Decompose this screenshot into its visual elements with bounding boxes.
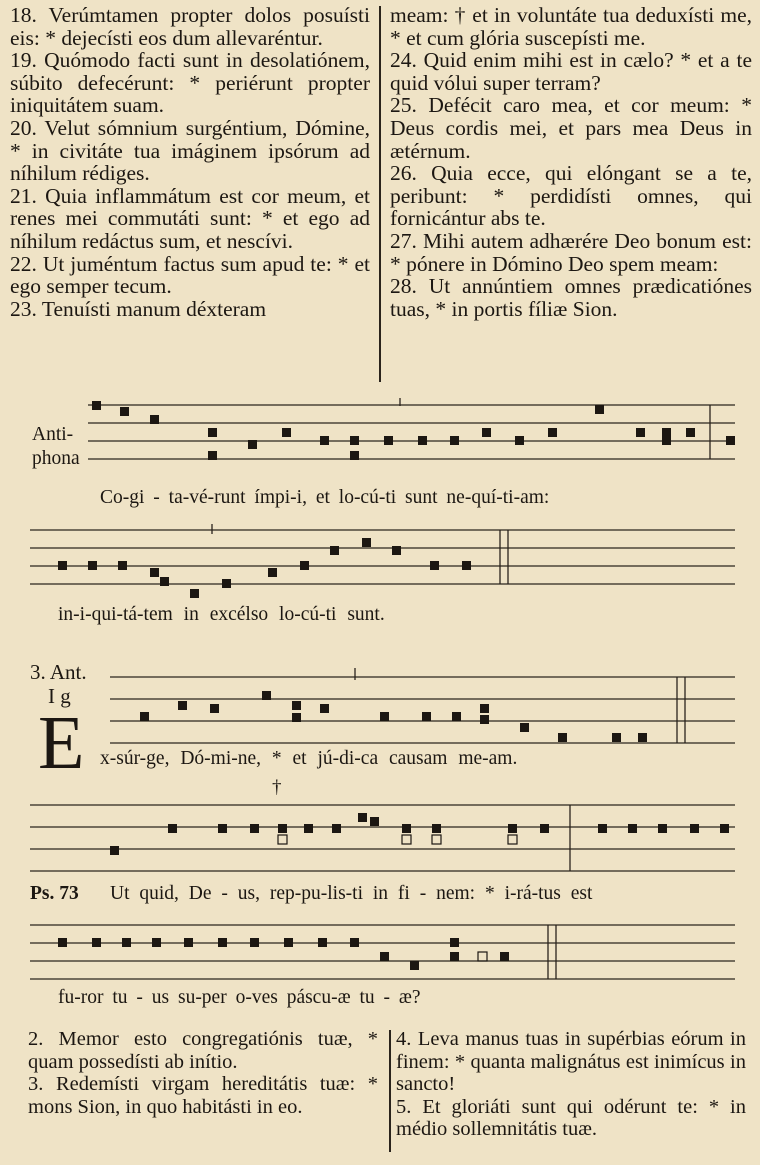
neume xyxy=(612,733,621,742)
initial-letter: E xyxy=(38,701,85,785)
neume xyxy=(140,712,149,721)
neume xyxy=(450,952,459,961)
neume xyxy=(452,712,461,721)
neume xyxy=(118,561,127,570)
third-antiphon-label: 3. Ant. xyxy=(30,660,87,684)
verse-19: 19. Quómodo facti sunt in desolatiónem, súbito defecérunt: * periérunt propter iniquitátem suam. xyxy=(10,48,370,118)
verse-5: 5. Et gloriáti sunt qui odérunt te: * in médio sollemnitátis tuæ. xyxy=(396,1095,746,1141)
neume xyxy=(358,813,367,822)
neume xyxy=(282,428,291,437)
neume xyxy=(370,817,379,826)
neume xyxy=(508,824,517,833)
psalm-termination-lyrics: fu-ror tu - us su-per o-ves páscu-æ tu - æ? xyxy=(58,987,421,1008)
neume xyxy=(304,824,313,833)
neume xyxy=(208,428,217,437)
neume xyxy=(628,824,637,833)
neume xyxy=(480,715,489,724)
psalm-bottom-right xyxy=(396,1028,746,1141)
neume xyxy=(284,938,293,947)
verse-22: 22. Ut juméntum factus sum apud te: * et ego semper tecum. xyxy=(10,251,370,299)
neume xyxy=(392,546,401,555)
neume xyxy=(250,938,259,947)
psalm-label: Ps. 73 xyxy=(30,883,79,904)
neume xyxy=(686,428,695,437)
verse-23-cont: meam: † et in voluntáte tua deduxísti me, * et cum glória suscepísti me. xyxy=(390,3,752,50)
neume xyxy=(110,846,119,855)
verse-28: 28. Ut annúntiem omnes prædicatiónes tuas, * in portis fíliæ Sion. xyxy=(390,274,752,321)
neume xyxy=(190,589,199,598)
neume xyxy=(184,938,193,947)
neume xyxy=(690,824,699,833)
neume xyxy=(418,436,427,445)
neume xyxy=(422,712,431,721)
antiphona-label-line2: phona xyxy=(32,448,80,469)
neume xyxy=(178,701,187,710)
neume xyxy=(482,428,491,437)
verse-20: 20. Velut sómnium surgéntium, Dómine, * in civitáte tua imáginem ipsórum ad níhilum rédiges. xyxy=(10,115,370,186)
neume xyxy=(430,561,439,570)
neume xyxy=(278,824,287,833)
neume xyxy=(362,538,371,547)
verse-27: 27. Mihi autem adhærére Deo bonum est: * pónere in Dómino Deo spem meam: xyxy=(390,228,752,276)
neume xyxy=(520,723,529,732)
neume xyxy=(300,561,309,570)
column-divider-bottom xyxy=(389,1030,391,1152)
neume xyxy=(720,824,729,833)
neume xyxy=(540,824,549,833)
neume xyxy=(268,568,277,577)
neume xyxy=(380,712,389,721)
verse-23: 23. Tenuísti manum déxteram xyxy=(10,296,267,321)
verse-3: 3. Redemísti virgam hereditátis tuæ: * mons Sion, in quo habitásti in eo. xyxy=(28,1073,378,1118)
neume xyxy=(208,451,217,460)
neume xyxy=(152,938,161,947)
neume xyxy=(120,407,129,416)
neume xyxy=(262,691,271,700)
neume xyxy=(548,428,557,437)
neume xyxy=(218,938,227,947)
verse-2: 2. Memor esto congregatiónis tuæ, * quam possedísti ab inítio. xyxy=(28,1028,378,1073)
neume xyxy=(122,938,131,947)
antiphona-label xyxy=(32,423,80,471)
verse-24: 24. Quid enim mihi est in cælo? * et a te quid vólui super terram? xyxy=(390,48,752,95)
neume xyxy=(402,824,411,833)
neume xyxy=(598,824,607,833)
neume xyxy=(432,824,441,833)
neume xyxy=(462,561,471,570)
dagger-mark: † xyxy=(272,777,282,798)
neume xyxy=(662,428,671,437)
neume xyxy=(318,938,327,947)
neume xyxy=(222,579,231,588)
neume xyxy=(662,436,671,445)
neume xyxy=(380,952,389,961)
neume xyxy=(432,835,441,844)
neume xyxy=(160,577,169,586)
neume xyxy=(332,824,341,833)
neume xyxy=(58,938,67,947)
antiphona-lyrics-1: Co-gi - ta-vé-runt ímpi-i, et lo-cú-ti sunt ne-quí-ti-am: xyxy=(100,487,550,508)
antiphona-lyrics-2: in-i-qui-tá-tem in excélso lo-cú-ti sunt. xyxy=(58,604,385,625)
neume xyxy=(478,952,487,961)
neume xyxy=(450,938,459,947)
neume xyxy=(480,704,489,713)
neume xyxy=(150,415,159,424)
neume xyxy=(58,561,67,570)
neume xyxy=(350,436,359,445)
verse-18: 18. Verúmtamen propter dolos posuísti eis: * dejecísti eos dum allevaréntur. xyxy=(10,3,370,50)
neume xyxy=(320,436,329,445)
neume xyxy=(595,405,604,414)
antiphona-label-line1: Anti- xyxy=(32,424,74,445)
psalm-bottom-left xyxy=(28,1028,378,1118)
neume xyxy=(92,938,101,947)
verse-26: 26. Quia ecce, qui elóngant se a te, peribunt: * perdidísti omnes, qui fornicántur abs te. xyxy=(390,161,752,231)
neume xyxy=(508,835,517,844)
neume xyxy=(250,824,259,833)
neume xyxy=(558,733,567,742)
third-antiphon-lyrics: x-súr-ge, Dó-mi-ne, * et jú-di-ca causam me-am. xyxy=(100,748,518,769)
neume xyxy=(210,704,219,713)
neume xyxy=(500,952,509,961)
neume xyxy=(92,401,101,410)
neume xyxy=(150,568,159,577)
mode-label: I g xyxy=(48,684,71,708)
neume xyxy=(278,835,287,844)
verse-21: 21. Quia inflammátum est cor meum, et renes mei commutáti sunt: * et ego ad níhilum redáctus sum, et nescívi. xyxy=(10,183,370,253)
neume xyxy=(515,436,524,445)
neume xyxy=(88,561,97,570)
neume xyxy=(638,733,647,742)
neume xyxy=(350,451,359,460)
neume xyxy=(248,440,257,449)
neume xyxy=(292,713,301,722)
neume xyxy=(402,835,411,844)
verse-4: 4. Leva manus tuas in supérbias eórum in finem: * quanta malignátus est inimícus in sancto! xyxy=(396,1028,746,1096)
neume xyxy=(218,824,227,833)
neume xyxy=(350,938,359,947)
neume xyxy=(320,704,329,713)
neume xyxy=(636,428,645,437)
neume xyxy=(168,824,177,833)
neume xyxy=(384,436,393,445)
neume xyxy=(330,546,339,555)
neume xyxy=(658,824,667,833)
verse-25: 25. Defécit caro mea, et cor meum: * Deus cordis mei, et pars mea Deus in ætérnum. xyxy=(390,93,752,163)
neume xyxy=(450,436,459,445)
psalm-intonation-lyrics: Ut quid, De - us, rep-pu-lis-ti in fi - nem: * i-rá-tus est xyxy=(110,883,593,904)
neume xyxy=(726,436,735,445)
neume xyxy=(292,701,301,710)
neume xyxy=(410,961,419,970)
